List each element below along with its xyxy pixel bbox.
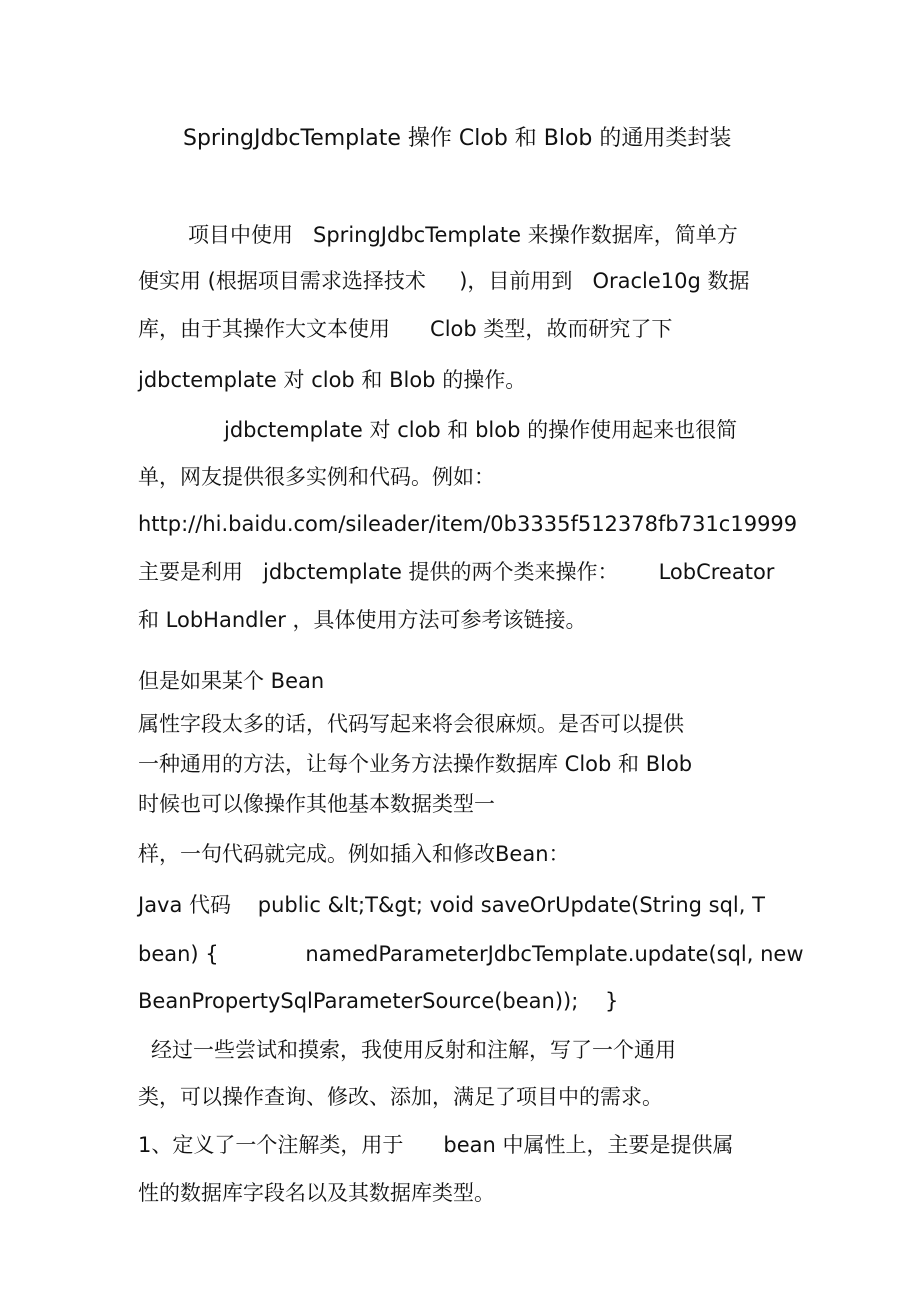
paragraph-line: 类，可以操作查询、修改、添加，满足了项目中的需求。 <box>138 1085 663 1109</box>
paragraph-line: 属性字段太多的话，代码写起来将会很麻烦。是否可以提供 <box>138 712 684 736</box>
code-line: bean) { namedParameterJdbcTemplate.update(sql, new <box>138 942 804 966</box>
code-line: BeanPropertySqlParameterSource(bean)); } <box>138 989 619 1013</box>
url-line: http://hi.baidu.com/sileader/item/0b3335f512378fb731c19999 <box>138 512 798 536</box>
paragraph-line: 一种通用的方法，让每个业务方法操作数据库 Clob 和 Blob <box>138 752 693 776</box>
paragraph-line: 单，网友提供很多实例和代码。例如： <box>138 465 495 489</box>
paragraph-line: 库，由于其操作大文本使用 Clob 类型，故而研究了下 <box>138 317 673 341</box>
paragraph-line: 便实用 (根据项目需求选择技术 )，目前用到 Oracle10g 数据 <box>138 269 750 293</box>
paragraph-line: 样，一句代码就完成。例如插入和修改Bean： <box>138 842 570 866</box>
paragraph-line: jdbctemplate 对 clob 和 Blob 的操作。 <box>138 368 527 392</box>
paragraph-line: 经过一些尝试和摸索，我使用反射和注解，写了一个通用 <box>151 1038 676 1062</box>
code-line: Java 代码 public &lt;T&gt; void saveOrUpdate(String sql, T <box>138 893 765 917</box>
paragraph-line: 性的数据库字段名以及其数据库类型。 <box>138 1181 495 1205</box>
paragraph-line: 时候也可以像操作其他基本数据类型一 <box>138 792 495 816</box>
paragraph-line: jdbctemplate 对 clob 和 blob 的操作使用起来也很简 <box>224 418 738 442</box>
paragraph-line: 但是如果某个 Bean <box>138 669 325 693</box>
paragraph-line: 1、定义了一个注解类，用于 bean 中属性上，主要是提供属 <box>138 1133 734 1157</box>
paragraph-line: 项目中使用 SpringJdbcTemplate 来操作数据库，简单方 <box>188 223 738 247</box>
paragraph-line: 主要是利用 jdbctemplate 提供的两个类来操作： LobCreator <box>138 560 775 584</box>
paragraph-line: 和 LobHandler ，具体使用方法可参考该链接。 <box>138 608 587 632</box>
document-title: SpringJdbcTemplate 操作 Clob 和 Blob 的通用类封装 <box>183 126 732 151</box>
